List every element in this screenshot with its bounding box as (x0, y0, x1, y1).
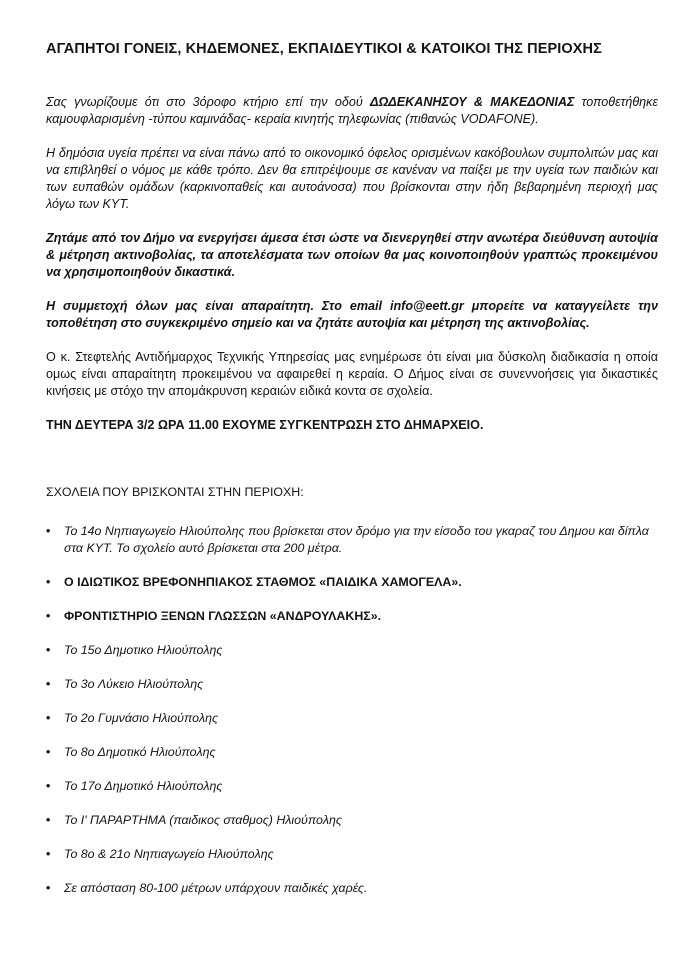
school-text: Το 3ο Λύκειο Ηλιούπολης (64, 677, 204, 691)
paragraph-participation: Η συμμετοχή όλων μας είναι απαραίτητη. Στο email info@eett.gr μπορείτε να καταγγείλετε την τοποθέτηση στο συγκεκριμένο σημείο και να ζητάτε αυτοψία και μέτρηση της ακτινοβολίας. (46, 299, 658, 330)
school-text: Το 8ο Δημοτικό Ηλιούπολης (64, 745, 216, 759)
school-text: Σε απόσταση 80-100 μέτρων υπάρχουν παιδικές χαρές. (64, 881, 368, 895)
bullet-icon: • (46, 609, 51, 623)
paragraph-request-inspection: Ζητάμε από τον Δήμο να ενεργήσει άμεσα έτσι ώστε να διενεργηθεί στην ανωτέρα διεύθυνση αυτοψία & μέτρηση ακτινοβολίας, τα αποτελέσματα των οποίων θα μας κοινοποιηθούν γραπτώς προκειμένου να χρησιμοποιηθούν δικαστικά. (46, 231, 658, 279)
school-text: ΦΡΟΝΤΙΣΤΗΡΙΟ ΞΕΝΩΝ ΓΛΩΣΣΩΝ «ΑΝΔΡΟΥΛΑΚΗΣ». (64, 609, 382, 623)
list-item (46, 812, 658, 829)
school-text: Το 8ο & 21ο Νηπιαγωγείο Ηλιούπολης (64, 847, 274, 861)
bullet-icon: • (46, 575, 51, 589)
bullet-icon: • (46, 881, 51, 895)
paragraph-public-health: Η δημόσια υγεία πρέπει να είναι πάνω από το οικονομικό όφελος ορισμένων κακόβουλων συμπολιτών μας και να επιβληθεί ο νόμος με κάθε τρόπο. Δεν θα επιτρέψουμε σε κανέναν να παίξει με την υγεία των παιδιών και των ευπαθών ομάδων (καρκινοπαθείς και αυτοάνοσα) που βρίσκονται στην ήδη βεβαρημένη περιοχή μας λόγω των ΚΥΤ. (46, 146, 658, 211)
schools-list (46, 523, 658, 897)
list-item (46, 778, 658, 795)
street-names: ΔΩΔΕΚΑΝΗΣΟΥ & ΜΑΚΕΔΟΝΙΑΣ (370, 95, 575, 109)
bullet-icon: • (46, 745, 51, 759)
list-item (46, 642, 658, 659)
bullet-icon: • (46, 524, 51, 538)
list-item (46, 523, 658, 557)
paragraph-antenna-notice (46, 94, 658, 128)
list-item (46, 744, 658, 761)
paragraph-antenna-text-before: Σας γνωρίζουμε ότι στο 3όροφο κτήριο επί την οδού (46, 95, 370, 109)
bullet-icon: • (46, 677, 51, 691)
bullet-icon: • (46, 779, 51, 793)
meeting-announcement: ΤΗΝ ΔΕΥΤΕΡΑ 3/2 ΩΡΑ 11.00 ΕΧΟΥΜΕ ΣΥΓΚΕΝΤΡΩΣΗ ΣΤΟ ΔΗΜΑΡΧΕΙΟ. (46, 418, 484, 432)
bullet-icon: • (46, 711, 51, 725)
school-text: Το 17ο Δημοτικό Ηλιούπολης (64, 779, 223, 793)
bullet-icon: • (46, 643, 51, 657)
list-item (46, 846, 658, 863)
schools-heading: ΣΧΟΛΕΙΑ ΠΟΥ ΒΡΙΣΚΟΝΤΑΙ ΣΤΗΝ ΠΕΡΙΟΧΗ: (46, 485, 304, 499)
school-text: Το 14ο Νηπιαγωγείο Ηλιούπολης που βρίσκεται στον δρόμο για την είσοδο του γκαραζ του Δημου και δίπλα στα ΚΥΤ. Το σχολείο αυτό βρίσκεται στα 200 μέτρα. (64, 524, 649, 555)
paragraph-antenna-text-after: τοποθετήθηκε καμουφλαρισμένη -τύπου καμινάδας- κεραία κινητής τηλεφωνίας (πιθανώς VODAFONE). (46, 95, 659, 126)
document-title: ΑΓΑΠΗΤΟΙ ΓΟΝΕΙΣ, ΚΗΔΕΜΟΝΕΣ, ΕΚΠΑΙΔΕΥΤΙΚΟΙ & ΚΑΤΟΙΚΟΙ ΤΗΣ ΠΕΡΙΟΧΗΣ (46, 41, 602, 57)
list-item (46, 880, 658, 897)
bullet-icon: • (46, 813, 51, 827)
school-text: Το 2ο Γυμνάσιο Ηλιούπολης (64, 711, 219, 725)
list-item (46, 608, 658, 625)
list-item (46, 574, 658, 591)
school-text: Το Ι' ΠΑΡΑΡΤΗΜΑ (παιδικος σταθμος) Ηλιούπολης (64, 813, 342, 827)
list-item (46, 710, 658, 727)
school-text: Το 15ο Δημοτικο Ηλιούπολης (64, 643, 223, 657)
bullet-icon: • (46, 847, 51, 861)
paragraph-deputy-mayor: Ο κ. Στεφτελής Αντιδήμαρχος Τεχνικής Υπηρεσίας μας ενημέρωσε ότι είναι μια δύσκολη διαδικασία η οποία ομως είναι απαραίτητη προκειμένου να αφαιρεθεί η κεραία. Ο Δήμος είναι σε συνεννοήσεις για δικαστικές κινήσεις με στόχο την απομάκρυνση κεραιών ειδικά κοντα σε σχολεία. (46, 350, 658, 398)
school-text: Ο ΙΔΙΩΤΙΚΟΣ ΒΡΕΦΟΝΗΠΙΑΚΟΣ ΣΤΑΘΜΟΣ «ΠΑΙΔΙΚΑ ΧΑΜΟΓΕΛΑ». (64, 575, 462, 589)
list-item (46, 676, 658, 693)
